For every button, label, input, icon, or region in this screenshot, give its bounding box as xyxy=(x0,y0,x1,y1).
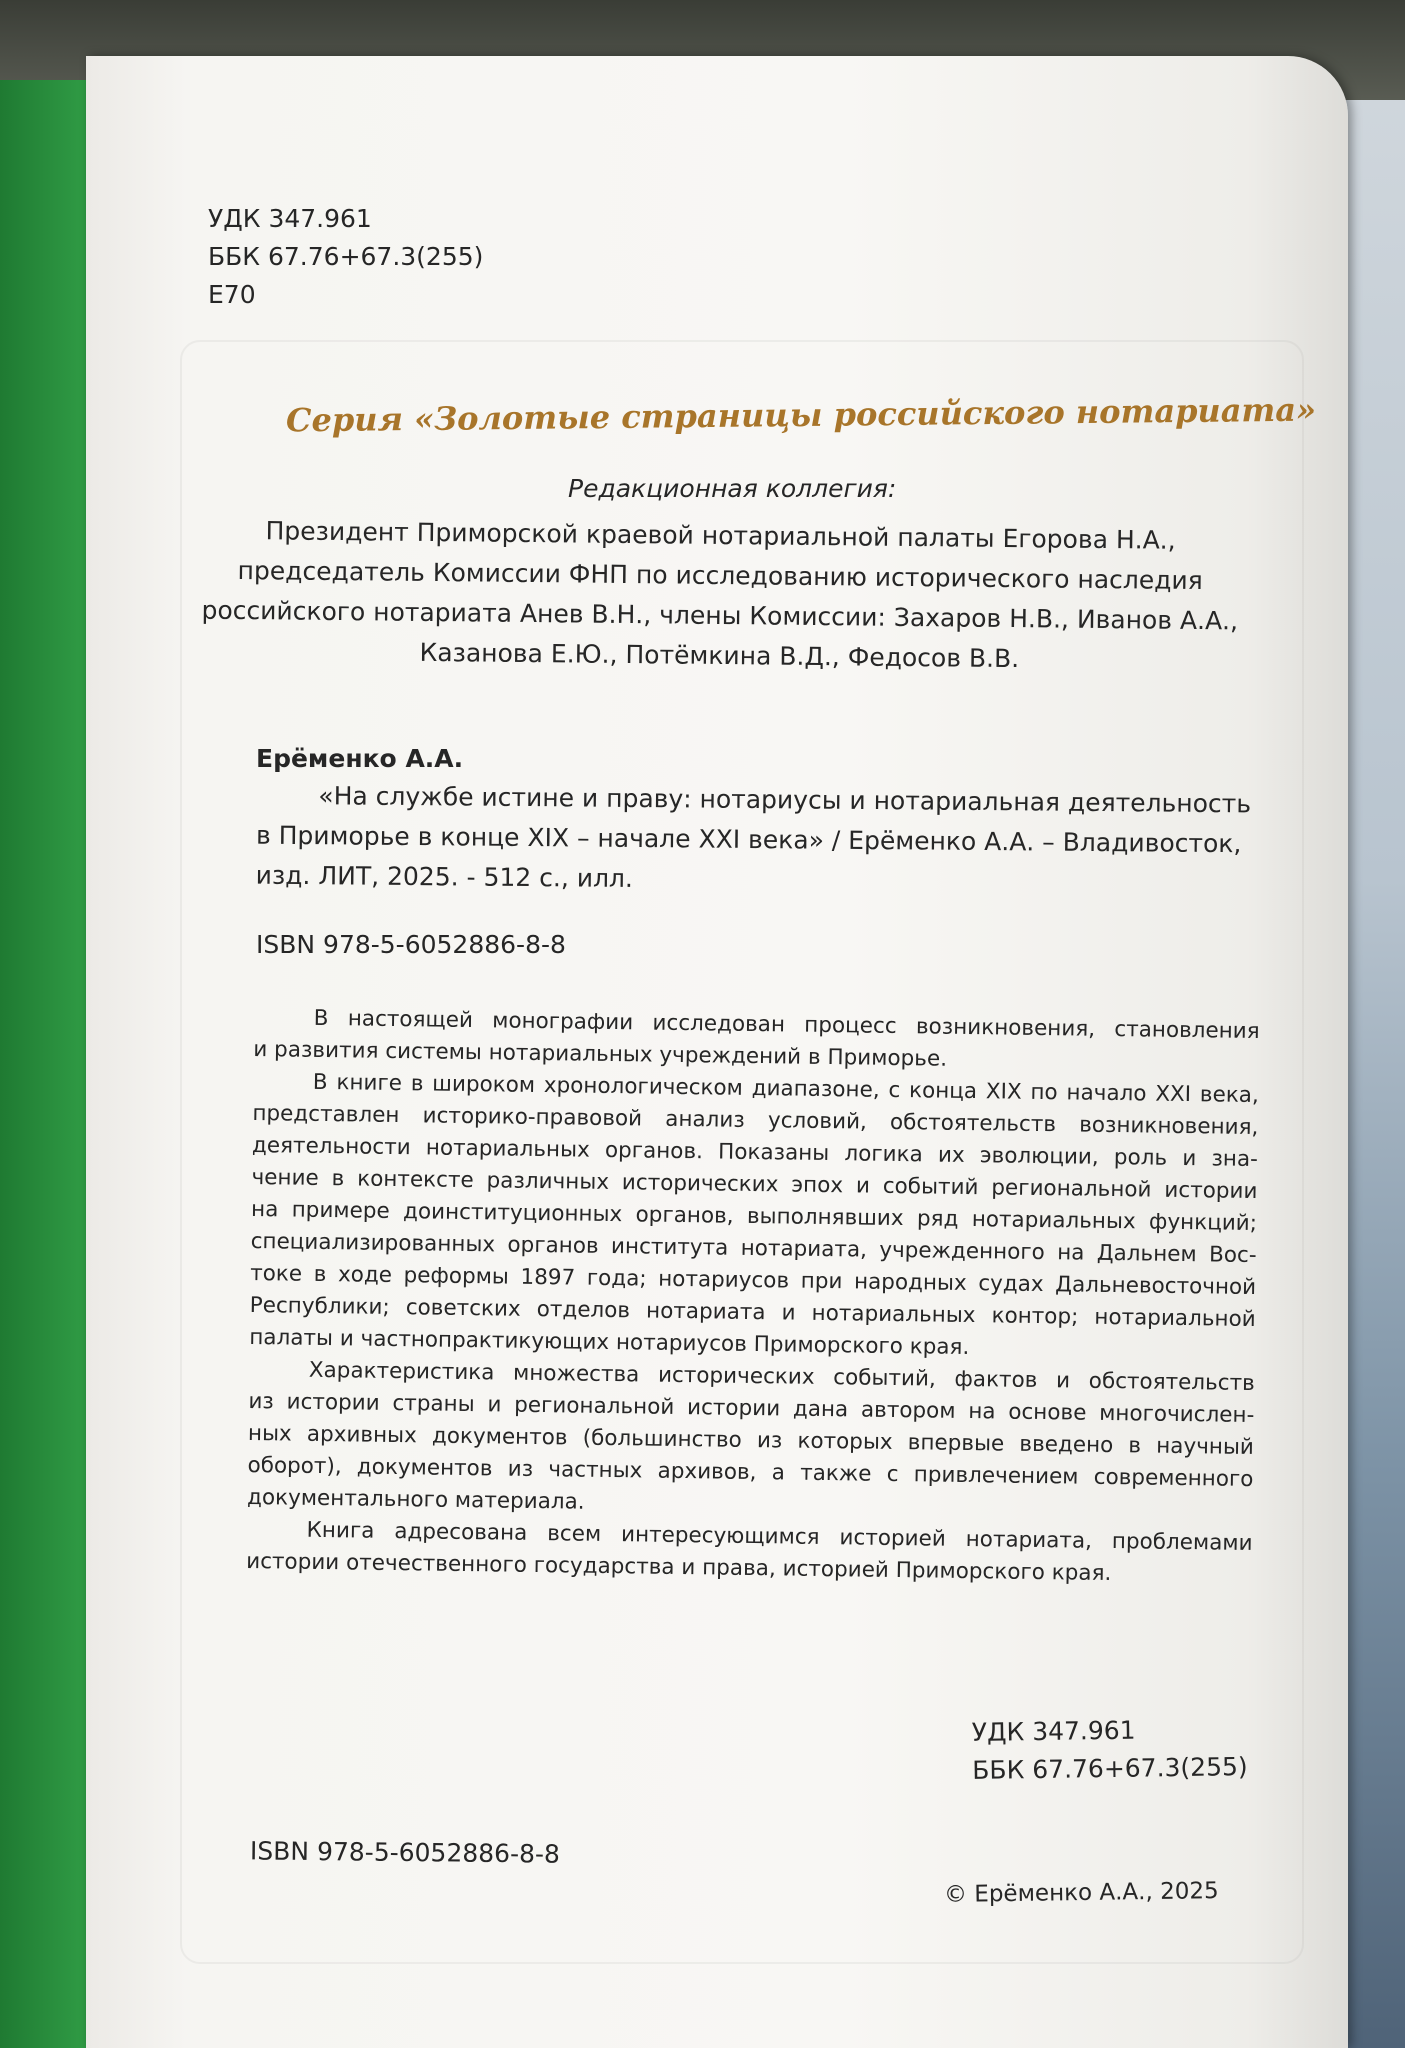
abstract-line: Характеристика множества исторических событий, фактов и обстоятельств xyxy=(308,1357,1255,1397)
footer-isbn: ISBN 978-5-6052886-8-8 xyxy=(249,1836,561,1869)
series-title: Серия «Золотые страницы российского нотариата» xyxy=(285,390,1317,440)
editorial-board-line: Казанова Е.Ю., Потёмкина В.Д., Федосов В.В. xyxy=(419,637,1020,674)
footer-classification-codes xyxy=(971,1710,1247,1790)
abstract-line: документального материала. xyxy=(246,1484,585,1515)
abstract-line: ных архивных документов (большинство из которых впервые введено в научный xyxy=(247,1420,1255,1461)
copyright-notice: © Ерёменко А.А., 2025 xyxy=(943,1878,1219,1908)
classification-codes xyxy=(208,200,483,314)
footer-udk-code: УДК 347.961 xyxy=(971,1715,1136,1747)
abstract-line: токе в ходе реформы 1897 года; нотариусов при народных судах Дальневосточной xyxy=(250,1260,1257,1301)
abstract-line: из истории страны и региональной истории дана автором на основе многочислен- xyxy=(248,1388,1255,1429)
bibliographic-line: изд. ЛИТ, 2025. - 512 с., илл. xyxy=(255,860,634,893)
editorial-board-line: Президент Приморской краевой нотариальной палаты Егорова Н.А., xyxy=(265,516,1176,555)
abstract-line: и развития системы нотариальных учреждений в Приморье. xyxy=(253,1036,948,1072)
bbk-code: ББК 67.76+67.3(255) xyxy=(208,242,484,271)
abstract-line: В книге в широком хронологическом диапазоне, с конца XIX по начало XXI века, xyxy=(312,1069,1259,1109)
bibliographic-line: «На службе истине и праву: нотариусы и нотариальная деятельность xyxy=(318,781,1252,819)
abstract-line: специализированных органов института нотариата, учрежденного на Дальнем Вос- xyxy=(250,1228,1257,1269)
abstract-line: палаты и частнопрактикующих нотариусов Приморского края. xyxy=(249,1324,970,1361)
editorial-board-line: российского нотариата Анев В.Н., члены Комиссии: Захаров Н.В., Иванов А.А., xyxy=(201,595,1239,636)
abstract xyxy=(246,1002,1260,1592)
abstract-line: Республики; советских отделов нотариата и нотариальных контор; нотариальной xyxy=(249,1292,1256,1333)
abstract-line: представлен историко-правовой анализ условий, обстоятельств возникновения, xyxy=(252,1100,1259,1141)
abstract-line: чение в контексте различных исторических эпох и событий региональной истории xyxy=(251,1164,1258,1205)
udk-code: УДК 347.961 xyxy=(208,204,372,233)
abstract-line: В настоящей монографии исследован процесс возникновения, становления xyxy=(313,1005,1260,1045)
footer-bbk-code: ББК 67.76+67.3(255) xyxy=(972,1752,1248,1785)
abstract-line: оборот), документов из частных архивов, а также с привлечением современного xyxy=(247,1452,1254,1492)
editorial-board-title: Редакционная коллегия: xyxy=(568,474,897,503)
author-mark: Е70 xyxy=(208,280,256,309)
editorial-board xyxy=(199,511,1241,682)
bibliographic-line: в Приморье в конце XIX – начале XXI века» / Ерёменко А.А. – Владивосток, xyxy=(255,820,1242,859)
author-name: Ерёменко А.А. xyxy=(256,744,464,773)
bibliographic-record xyxy=(255,776,1254,905)
isbn: ISBN 978-5-6052886-8-8 xyxy=(256,930,566,959)
abstract-line: деятельности нотариальных органов. Показаны логика их эволюции, роль и зна- xyxy=(251,1132,1259,1173)
editorial-board-line: председатель Комиссии ФНП по исследованию исторического наследия xyxy=(237,555,1203,596)
abstract-line: Книга адресована всем интересующимся историей нотариата, проблемами xyxy=(306,1517,1253,1556)
abstract-line: истории отечественного государства и права, историей Приморского края. xyxy=(246,1548,1112,1587)
abstract-line: на примере доинституционных органов, выполнявших ряд нотариальных функций; xyxy=(250,1196,1258,1237)
